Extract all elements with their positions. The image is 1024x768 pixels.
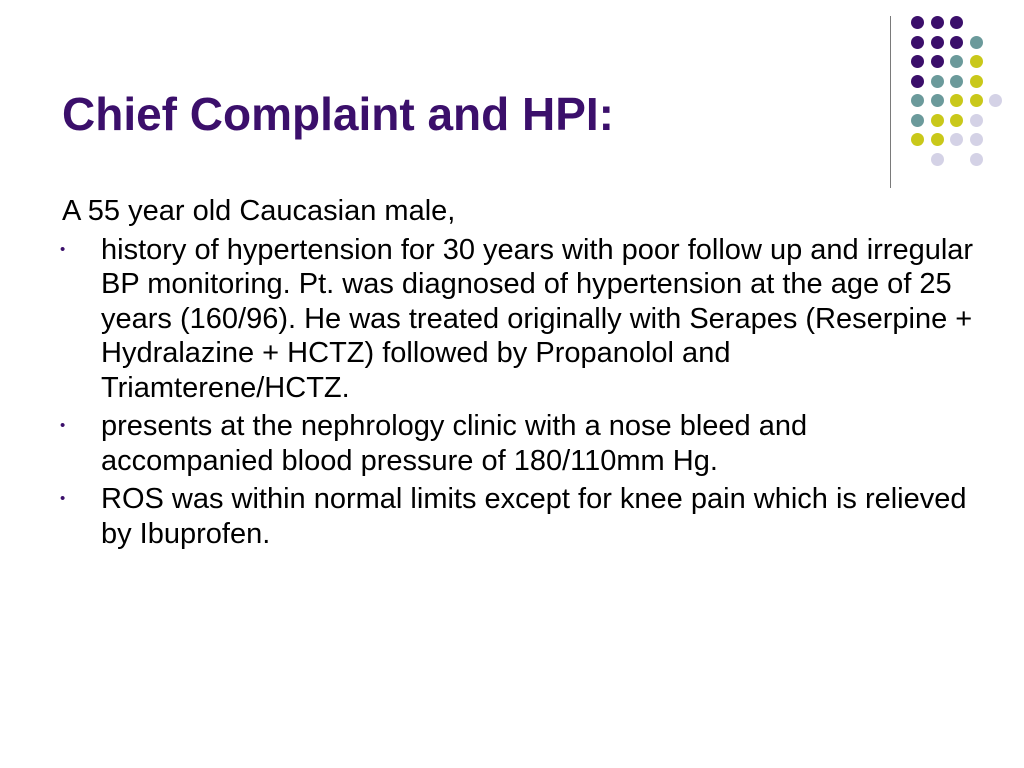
decorative-dot xyxy=(911,133,924,146)
decorative-dot xyxy=(931,133,944,146)
bullet-item-history xyxy=(62,233,982,406)
decorative-dot xyxy=(950,133,963,146)
decorative-dot xyxy=(931,114,944,127)
bullet-text: ROS was within normal limits except for knee pain which is relieved by Ibuprofen. xyxy=(101,483,967,550)
decorative-dot xyxy=(911,114,924,127)
decorative-dot xyxy=(911,55,924,68)
intro-line: A 55 year old Caucasian male, xyxy=(62,195,456,227)
bullet-item-presentation xyxy=(62,409,982,478)
decorative-dot xyxy=(950,16,963,29)
bullet-item-ros xyxy=(62,482,982,551)
bullet-text: presents at the nephrology clinic with a nose bleed and accompanied blood pressure of 180/110mm Hg. xyxy=(101,410,808,477)
decorative-dot xyxy=(970,94,983,107)
vertical-divider-line xyxy=(890,16,891,188)
decorative-dot xyxy=(911,94,924,107)
decorative-dot xyxy=(970,55,983,68)
decorative-dot xyxy=(950,55,963,68)
decorative-dot xyxy=(931,75,944,88)
decorative-dot xyxy=(950,36,963,49)
decorative-dot xyxy=(970,153,983,166)
decorative-dot xyxy=(931,55,944,68)
decorative-dot xyxy=(970,36,983,49)
decorative-dot xyxy=(950,75,963,88)
decorative-dot xyxy=(950,94,963,107)
decorative-dot xyxy=(911,36,924,49)
bullet-dot-icon: • xyxy=(60,417,66,434)
decorative-dot xyxy=(970,114,983,127)
decorative-dot xyxy=(970,133,983,146)
decorative-dot xyxy=(931,36,944,49)
bullet-dot-icon: • xyxy=(60,490,66,507)
decorative-dot xyxy=(931,153,944,166)
decorative-dot xyxy=(911,16,924,29)
bullet-dot-icon: • xyxy=(60,240,66,258)
slide-body xyxy=(62,194,982,555)
slide-title: Chief Complaint and HPI: xyxy=(62,88,614,140)
decorative-dot xyxy=(931,94,944,107)
bullet-text: history of hypertension for 30 years with poor follow up and irregular BP monitoring. Pt. was diagnosed of hypertension at the age of 25 years (160/96). He was treated originally with Serapes (Reserpine + Hydralazine + HCTZ) followed by Propanolol and Triamterene/HCTZ. xyxy=(101,233,974,404)
decorative-dot xyxy=(970,75,983,88)
decorative-dot xyxy=(989,94,1002,107)
decorative-dot xyxy=(931,16,944,29)
bullet-list xyxy=(62,233,982,552)
decorative-dot xyxy=(950,114,963,127)
decorative-dot xyxy=(911,75,924,88)
